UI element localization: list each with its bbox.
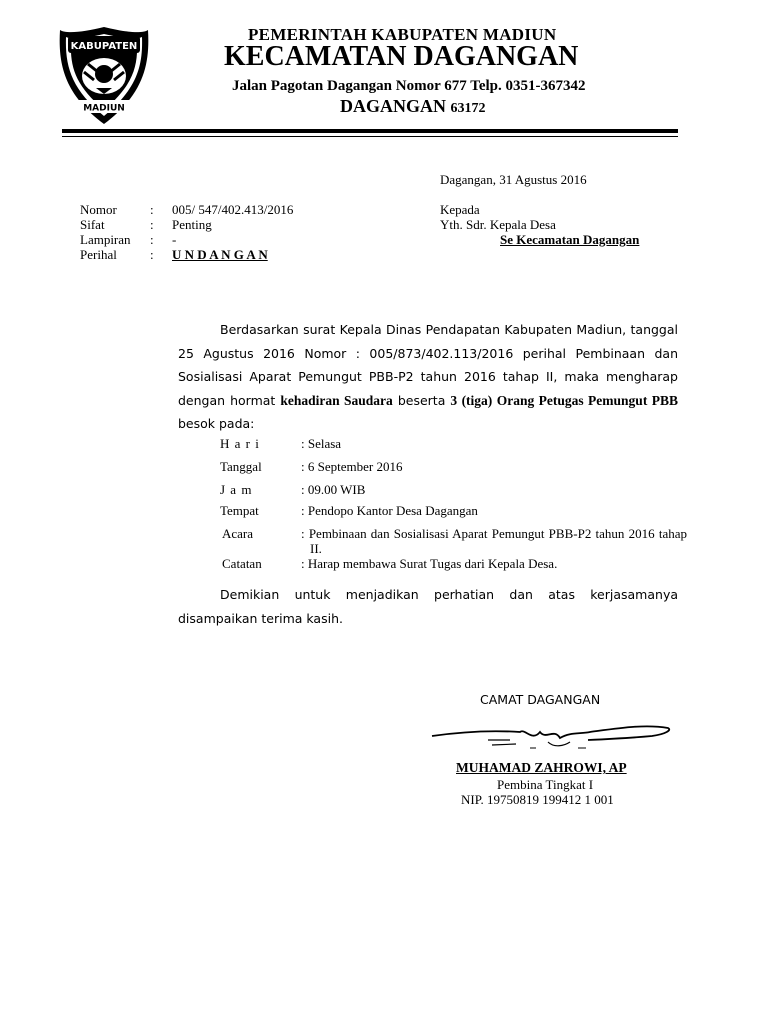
- header-district: KECAMATAN DAGANGAN: [224, 41, 579, 72]
- meta-label-perihal: Perihal: [80, 247, 117, 262]
- detail-value-acara: : Pembinaan dan Sosialisasi Aparat Pemungut PBB-P2 tahun 2016 tahap II.: [301, 526, 687, 556]
- body-paragraph-2: Demikian untuk menjadikan perhatian dan atas kerjasamanya disampaikan terima kasih.: [178, 587, 678, 626]
- meta-colon: :: [150, 232, 154, 247]
- letterhead-rule-thin: [62, 136, 678, 137]
- signatory-position: CAMAT DAGANGAN: [480, 692, 601, 707]
- handwritten-signature: [430, 718, 675, 758]
- emblem-bottom-text: MADIUN: [83, 103, 125, 114]
- header-city: [340, 96, 486, 117]
- recipient-scope: Se Kecamatan Dagangan: [500, 232, 640, 247]
- detail-value-tempat: : Pendopo Kantor Desa Dagangan: [301, 503, 478, 518]
- detail-label-hari: H a r i: [220, 436, 260, 451]
- paragraph-1-bold-attendance: kehadiran Saudara: [280, 392, 393, 408]
- header-city-name: DAGANGAN: [340, 96, 451, 116]
- emblem-top-text: KABUPATEN: [70, 41, 138, 52]
- header-postcode: 63172: [450, 101, 486, 116]
- body-paragraph-1: [178, 318, 678, 436]
- meta-label-lampiran: Lampiran: [80, 232, 131, 247]
- paragraph-1-bold-officers: 3 (tiga) Orang Petugas Pemungut PBB: [450, 392, 678, 408]
- meta-value-sifat: Penting: [172, 217, 212, 232]
- madiun-regency-emblem: [54, 24, 154, 128]
- meta-value-perihal: U N D A N G A N: [172, 247, 268, 262]
- header-address: Jalan Pagotan Dagangan Nomor 677 Telp. 0351-367342: [232, 78, 586, 94]
- recipient-kepada: Kepada: [440, 202, 480, 217]
- signatory-name: MUHAMAD ZAHROWI, AP: [456, 760, 627, 775]
- header-government: PEMERINTAH KABUPATEN MADIUN: [248, 25, 557, 44]
- letter-date: Dagangan, 31 Agustus 2016: [440, 172, 587, 187]
- meta-colon: :: [150, 247, 154, 262]
- paragraph-1-text: Berdasarkan surat Kepala Dinas Pendapatan Kabupaten Madiun, tanggal 25 Agustus 2016 Nomor : 005/873/402.113/2016 perihal Pembinaan dan Sosialisasi Aparat Pemungut PBB-P2 tahun 2016 tahap II, maka mengharap dengan hormat: [178, 322, 678, 408]
- detail-value-jam: : 09.00 WIB: [301, 482, 366, 497]
- meta-colon: :: [150, 202, 154, 217]
- detail-label-catatan: Catatan: [222, 556, 262, 571]
- meta-colon: :: [150, 217, 154, 232]
- meta-label-sifat: Sifat: [80, 217, 105, 232]
- meta-value-nomor: 005/ 547/402.413/2016: [172, 202, 294, 217]
- detail-label-tempat: Tempat: [220, 503, 259, 518]
- meta-label-nomor: Nomor: [80, 202, 117, 217]
- detail-value-hari: : Selasa: [301, 436, 342, 451]
- detail-value-catatan: : Harap membawa Surat Tugas dari Kepala Desa.: [301, 556, 558, 571]
- detail-label-acara: Acara: [222, 526, 254, 541]
- detail-value-tanggal: : 6 September 2016: [301, 459, 403, 474]
- paragraph-1-text: besok pada:: [178, 416, 255, 431]
- signatory-nip: NIP. 19750819 199412 1 001: [461, 792, 614, 807]
- paragraph-1-text: beserta: [392, 392, 451, 408]
- detail-label-jam: J a m: [220, 482, 253, 497]
- meta-value-lampiran: -: [172, 232, 177, 247]
- recipient-addressee: Yth. Sdr. Kepala Desa: [440, 217, 556, 232]
- signatory-rank: Pembina Tingkat I: [497, 777, 594, 792]
- detail-label-tanggal: Tanggal: [220, 459, 262, 474]
- letterhead-rule: [62, 129, 678, 133]
